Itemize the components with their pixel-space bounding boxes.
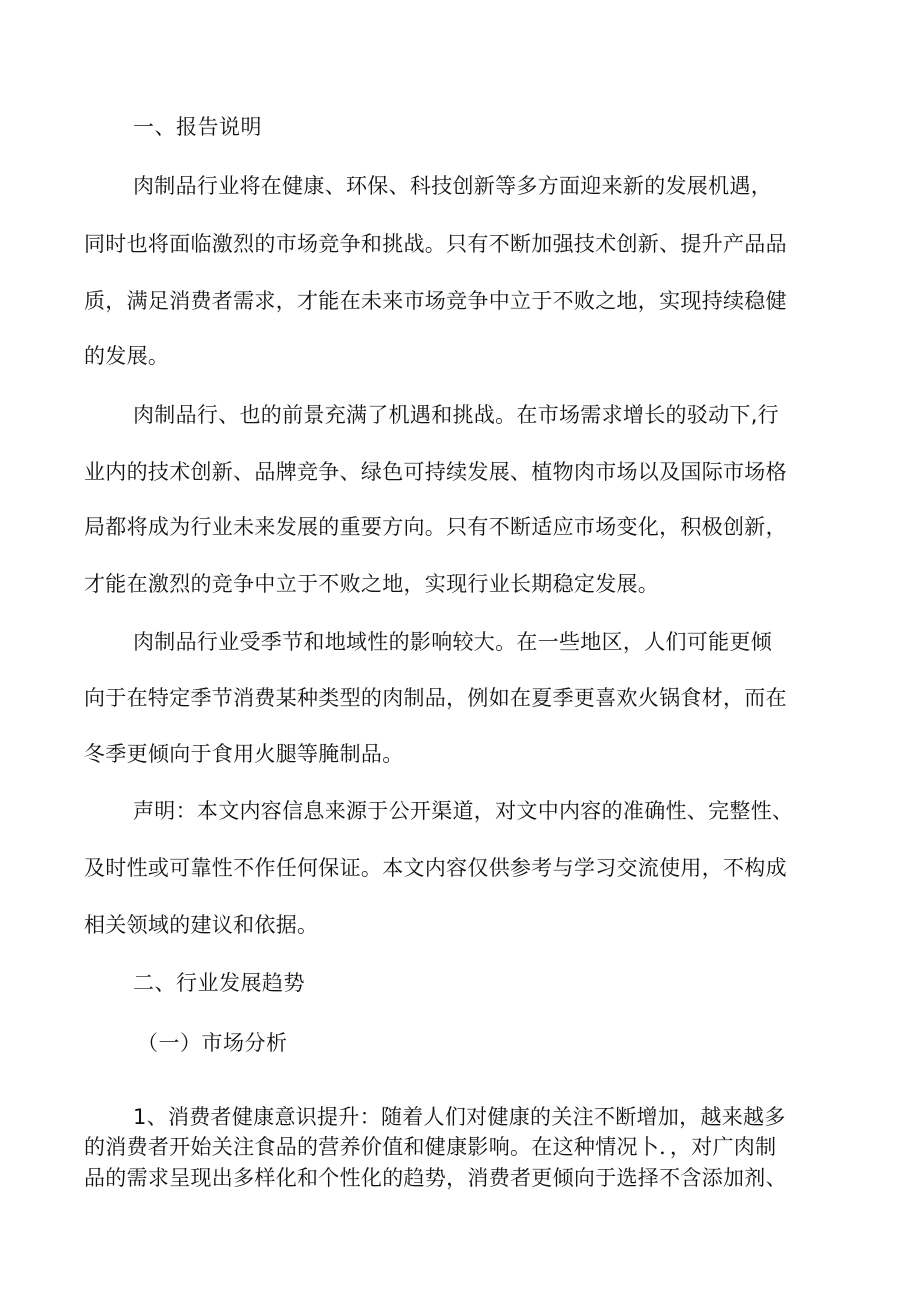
section-heading-report-description: 一、报告说明 (133, 115, 262, 139)
paragraph-line: 肉制品行业受季节和地域性的影响较大。在一些地区，人们可能更倾 (133, 630, 772, 654)
paragraph-line: 冬季更倾向于食用火腿等腌制品。 (84, 742, 404, 766)
paragraph-line: 业内的技术创新、品牌竞争、绿色可持续发展、植物肉市场以及国际市场格 (84, 460, 787, 484)
section-heading-industry-trends: 二、行业发展趋势 (133, 971, 305, 995)
paragraph-line: 声明：本文内容信息来源于公开渠道，对文中内容的准确性、完整性、 (133, 799, 794, 823)
paragraph-line: 肉制品行业将在健康、环保、科技创新等多方面迎来新的发展机遇， (133, 174, 772, 198)
paragraph-line: 的发展。 (84, 344, 170, 368)
paragraph-line: 1、消费者健康意识提升：随着人们对健康的关注不断增加，越来越多 (133, 1105, 786, 1129)
paragraph-line: 才能在激烈的竞争中立于不败之地，实现行业长期稳定发展。 (84, 572, 660, 596)
paragraph-line: 肉制品行、也的前景充满了机遇和挑战。在市场需求增长的驳动下,行 (133, 403, 779, 427)
paragraph-line: 相关领域的建议和依据。 (84, 913, 319, 937)
paragraph-line: 的消费者开始关注食品的营养价值和健康影响。在这种情况卜．，对广肉制 (84, 1135, 777, 1159)
paragraph-line: 品的需求呈现出多样化和个性化的趋势，消费者更倾向于选择不含添加剂、 (84, 1166, 787, 1190)
paragraph-line: 局都将成为行业未来发展的重要方向。只有不断适应市场变化，积极创新， (84, 515, 787, 539)
paragraph-line: 同时也将面临激烈的市场竞争和挑战。只有不断加强技术创新、提升产品品 (84, 232, 787, 256)
paragraph-line: 及时性或可靠性不作任何保证。本文内容仅供参考与学习交流使用，不构成 (84, 856, 787, 880)
paragraph-line: 质，满足消费者需求，才能在未来市场竞争中立于不败之地，实现持续稳健 (84, 289, 787, 313)
paragraph-line: 向于在特定季节消费某种类型的肉制品，例如在夏季更喜欢火锅食材，而在 (84, 686, 787, 710)
subsection-heading-market-analysis: （一）市场分析 (137, 1031, 288, 1055)
